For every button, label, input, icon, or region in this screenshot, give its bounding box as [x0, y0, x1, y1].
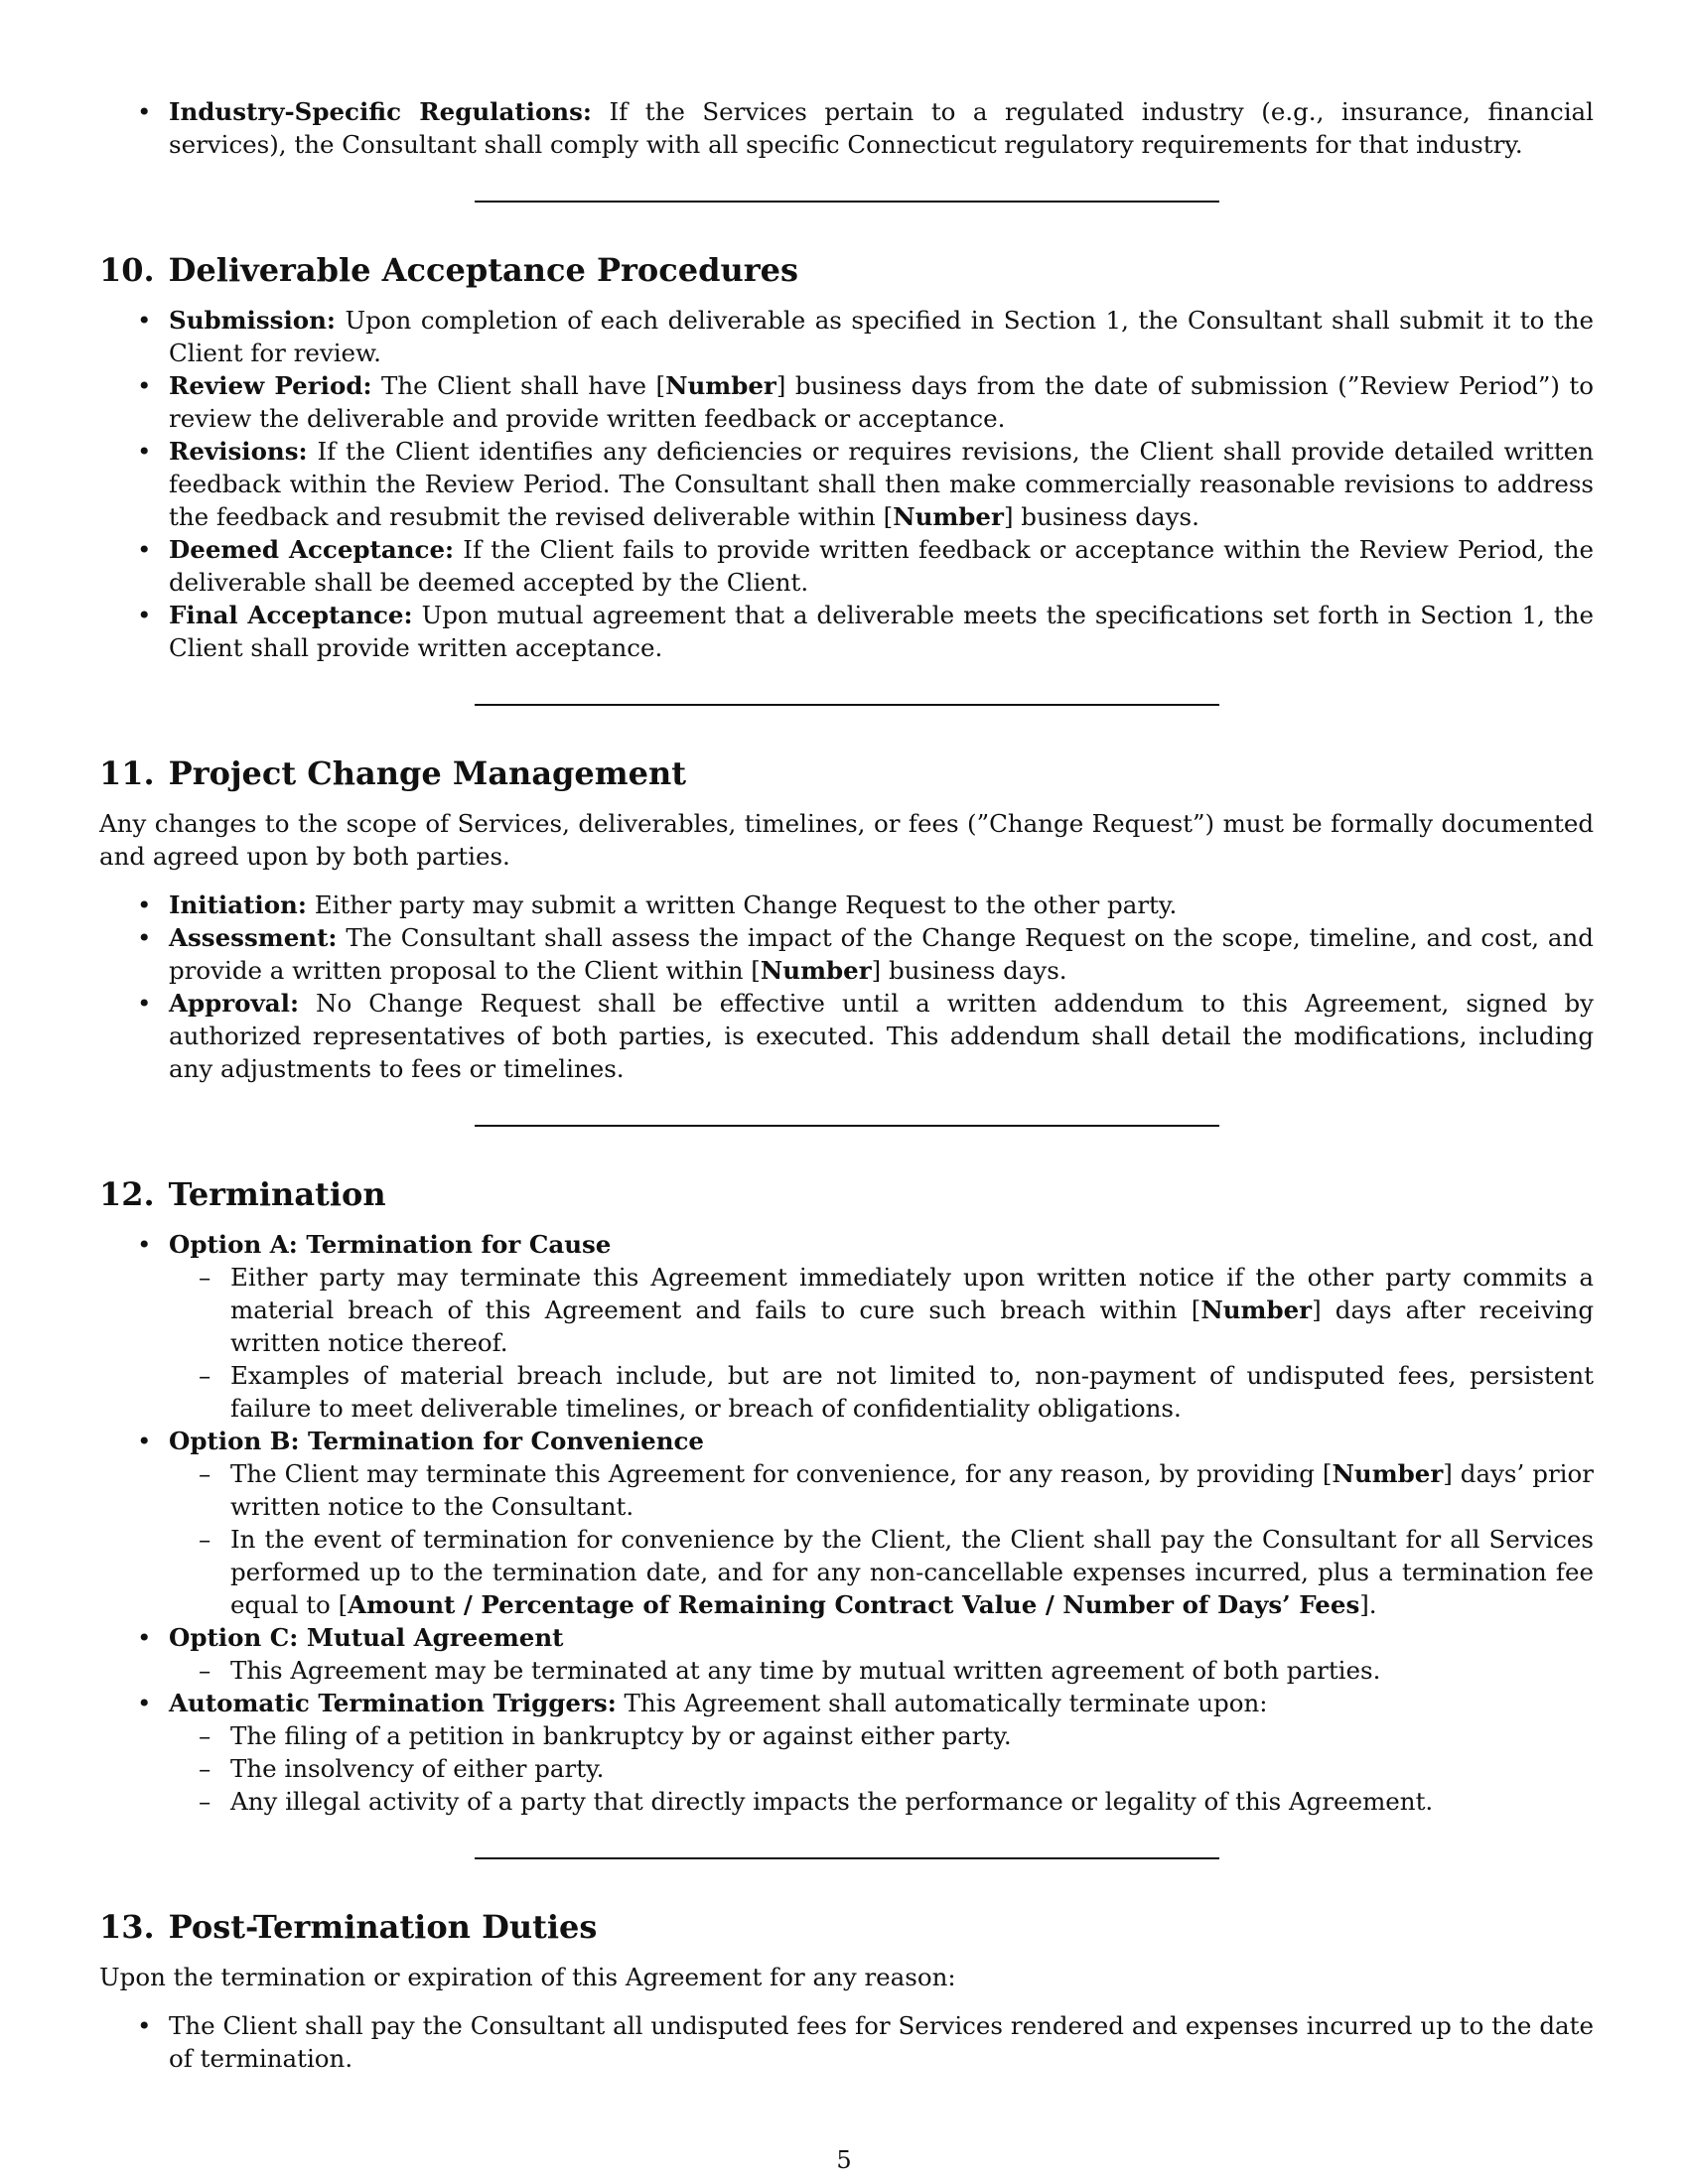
bullet-text: ] business days from the date of submission (”Review Period”) to review the deliverable and provide written feedback or acceptance.: [169, 371, 1594, 433]
list-item: [99, 599, 1594, 664]
sub-list-item: [169, 1523, 1594, 1621]
placeholder: Number: [1200, 1296, 1313, 1324]
bullet-text: This Agreement shall automatically terminate upon:: [624, 1689, 1268, 1717]
bullet-label: Assessment:: [169, 923, 338, 952]
section-heading-13: [99, 1907, 1594, 1947]
sub-list-item: [169, 1654, 1594, 1687]
sub-item-text: The insolvency of either party.: [230, 1754, 605, 1783]
list-item: [99, 1425, 1594, 1621]
sub-item-text: ] days’ prior written notice to the Consultant.: [230, 1459, 1594, 1521]
bullet-text: ] business days.: [1003, 502, 1199, 531]
sub-list-item: [169, 1785, 1594, 1818]
termination-list: [99, 1228, 1594, 1818]
sub-list-item: [169, 1261, 1594, 1359]
option-title: Option A: Termination for Cause: [169, 1230, 612, 1259]
bullet-text: If the Services pertain to a regulated industry (e.g., insurance, financial services), the Consultant shall comply with all specific Connecticut regulatory requirements for that industry.: [169, 97, 1594, 159]
section-title: Deliverable Acceptance Procedures: [168, 251, 798, 289]
acceptance-list: [99, 304, 1594, 664]
section-divider: [475, 201, 1219, 203]
sub-list-item: [169, 1719, 1594, 1752]
placeholder: Number: [1332, 1459, 1444, 1488]
section-heading-11: [99, 753, 1594, 793]
placeholder: Number: [665, 371, 776, 400]
bullet-text: The Client shall pay the Consultant all undisputed fees for Services rendered and expenses incurred up to the date of termination.: [169, 2011, 1594, 2073]
bullet-label: Revisions:: [169, 437, 308, 466]
section-number: 10.: [99, 251, 155, 289]
sub-list-item: [169, 1457, 1594, 1523]
option-title: Option B: Termination for Convenience: [169, 1427, 705, 1455]
document-page: [99, 95, 1594, 2075]
sub-list: [169, 1719, 1594, 1818]
sub-item-text: In the event of termination for convenience by the Client, the Client shall pay the Consultant for all Services performed up to the termination date, and for any non-cancellable expenses incurred, plus a termination fee equal to [: [230, 1525, 1594, 1619]
placeholder: Amount / Percentage of Remaining Contract Value / Number of Days’ Fees: [348, 1590, 1360, 1619]
list-item: [99, 1621, 1594, 1687]
sub-item-text: Either party may terminate this Agreement immediately upon written notice if the other party commits a material breach of this Agreement and fails to cure such breach within [: [230, 1263, 1594, 1324]
section-intro: Upon the termination or expiration of this Agreement for any reason:: [99, 1963, 956, 1991]
list-item: [99, 435, 1594, 533]
bullet-text: Upon completion of each deliverable as specified in Section 1, the Consultant shall submit it to the Client for review.: [169, 306, 1594, 367]
section-title: Project Change Management: [168, 754, 687, 792]
sub-item-text: Examples of material breach include, but are not limited to, non-payment of undisputed fees, persistent failure to meet deliverable timelines, or breach of confidentiality obligations.: [230, 1361, 1594, 1423]
list-item: [99, 888, 1594, 921]
bullet-label: Automatic Termination Triggers:: [169, 1689, 617, 1717]
list-item: [99, 1687, 1594, 1818]
page-number: 5: [836, 2146, 852, 2174]
bullet-label: Initiation:: [169, 890, 307, 919]
list-item: [99, 1228, 1594, 1425]
section-heading-10: [99, 250, 1594, 290]
sub-list: [169, 1457, 1594, 1621]
bullet-text: Upon mutual agreement that a deliverable meets the specifications set forth in Section 1, the Client shall provide written acceptance.: [169, 601, 1594, 662]
bullet-text: The Client shall have [: [381, 371, 666, 400]
bullet-label: Review Period:: [169, 371, 372, 400]
list-item: [99, 533, 1594, 599]
list-item: [99, 95, 1594, 161]
sub-item-text: ].: [1359, 1590, 1377, 1619]
bullet-text: The Consultant shall assess the impact of the Change Request on the scope, timeline, and cost, and provide a written proposal to the Client within [: [169, 923, 1594, 985]
section-heading-12: [99, 1174, 1594, 1214]
section-title: Post-Termination Duties: [168, 1908, 598, 1946]
bullet-text: ] business days.: [871, 956, 1067, 985]
sub-item-text: This Agreement may be terminated at any time by mutual written agreement of both parties.: [230, 1656, 1381, 1685]
post-termination-list: [99, 2009, 1594, 2075]
placeholder: Number: [760, 956, 872, 985]
sub-item-text: ] days after receiving written notice thereof.: [230, 1296, 1594, 1357]
bullet-text: If the Client identifies any deficiencies or requires revisions, the Client shall provide detailed written feedback within the Review Period. The Consultant shall then make commercially reasonable revisions to address the feedback and resubmit the revised deliverable within [: [169, 437, 1595, 531]
section-number: 12.: [99, 1175, 155, 1213]
section-divider: [475, 1857, 1219, 1859]
regulations-list: [99, 95, 1594, 161]
list-item: [99, 304, 1594, 369]
sub-list-item: [169, 1752, 1594, 1785]
list-item: [99, 987, 1594, 1085]
sub-list: [169, 1261, 1594, 1425]
change-management-list: [99, 888, 1594, 1085]
list-item: [99, 369, 1594, 435]
bullet-label: Submission:: [169, 306, 336, 335]
sub-item-text: The filing of a petition in bankruptcy by or against either party.: [230, 1721, 1012, 1750]
section-number: 11.: [99, 754, 155, 792]
list-item: [99, 2009, 1594, 2075]
option-title: Option C: Mutual Agreement: [169, 1623, 564, 1652]
bullet-text: Either party may submit a written Change Request to the other party.: [314, 890, 1178, 919]
placeholder: Number: [893, 502, 1004, 531]
sub-item-text: Any illegal activity of a party that directly impacts the performance or legality of this Agreement.: [230, 1787, 1434, 1816]
section-divider: [475, 704, 1219, 706]
bullet-label: Final Acceptance:: [169, 601, 413, 629]
section-intro: Any changes to the scope of Services, deliverables, timelines, or fees (”Change Request”) must be formally documented and agreed upon by both parties.: [99, 809, 1594, 871]
bullet-label: Approval:: [169, 989, 299, 1018]
section-divider: [475, 1125, 1219, 1127]
sub-item-text: The Client may terminate this Agreement for convenience, for any reason, by providing [: [230, 1459, 1333, 1488]
bullet-label: Industry-Specific Regulations:: [169, 97, 592, 126]
bullet-text: If the Client fails to provide written feedback or acceptance within the Review Period, the deliverable shall be deemed accepted by the Client.: [169, 535, 1594, 597]
section-title: Termination: [168, 1175, 386, 1213]
sub-list: [169, 1654, 1594, 1687]
section-number: 13.: [99, 1908, 155, 1946]
sub-list-item: [169, 1359, 1594, 1425]
bullet-label: Deemed Acceptance:: [169, 535, 455, 564]
bullet-text: No Change Request shall be effective until a written addendum to this Agreement, signed by authorized representatives of both parties, is executed. This addendum shall detail the modifications, including any adjustments to fees or timelines.: [169, 989, 1594, 1083]
list-item: [99, 921, 1594, 987]
